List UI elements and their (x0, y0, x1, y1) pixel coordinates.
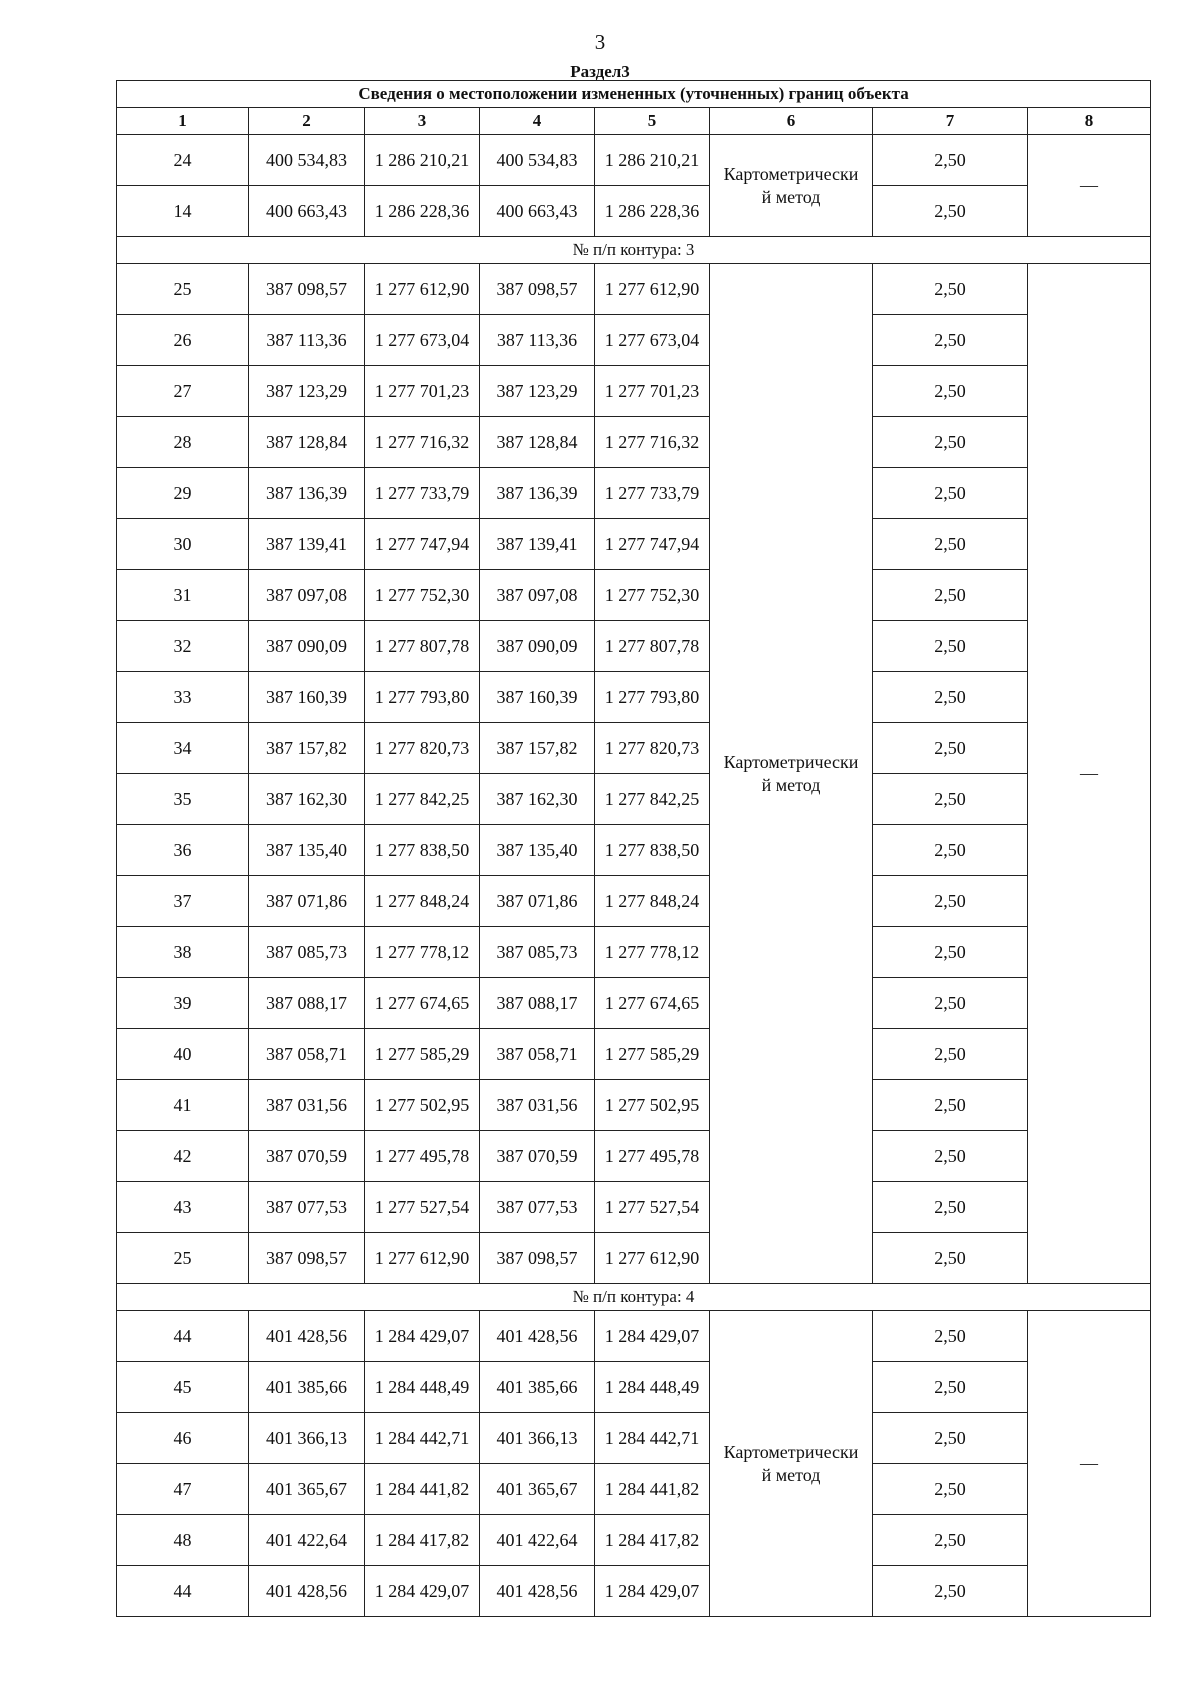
existing-x-cell: 387 058,71 (249, 1029, 365, 1080)
existing-x-cell: 387 070,59 (249, 1131, 365, 1182)
new-y-cell: 1 277 807,78 (595, 621, 710, 672)
new-x-cell: 387 113,36 (480, 315, 595, 366)
accuracy-cell: 2,50 (873, 774, 1028, 825)
column-number-header: 7 (873, 108, 1028, 135)
new-y-cell: 1 277 502,95 (595, 1080, 710, 1131)
new-x-cell: 401 428,56 (480, 1566, 595, 1617)
existing-x-cell: 401 366,13 (249, 1413, 365, 1464)
table-row (117, 1233, 1151, 1284)
existing-y-cell: 1 277 585,29 (365, 1029, 480, 1080)
existing-y-cell: 1 277 842,25 (365, 774, 480, 825)
method-line-2: й метод (761, 186, 821, 207)
column-number-header: 4 (480, 108, 595, 135)
table-body (117, 135, 1151, 1617)
table-row (117, 876, 1151, 927)
accuracy-cell: 2,50 (873, 1131, 1028, 1182)
new-x-cell: 387 070,59 (480, 1131, 595, 1182)
accuracy-cell: 2,50 (873, 621, 1028, 672)
existing-x-cell: 387 085,73 (249, 927, 365, 978)
table-row (117, 1362, 1151, 1413)
accuracy-cell: 2,50 (873, 1182, 1028, 1233)
existing-x-cell: 387 162,30 (249, 774, 365, 825)
existing-x-cell: 387 088,17 (249, 978, 365, 1029)
accuracy-cell: 2,50 (873, 264, 1028, 315)
new-x-cell: 387 157,82 (480, 723, 595, 774)
point-number-cell: 45 (117, 1362, 249, 1413)
new-y-cell: 1 284 417,82 (595, 1515, 710, 1566)
existing-y-cell: 1 277 778,12 (365, 927, 480, 978)
existing-y-cell: 1 277 716,32 (365, 417, 480, 468)
point-number-cell: 33 (117, 672, 249, 723)
point-number-cell: 29 (117, 468, 249, 519)
table-row (117, 1029, 1151, 1080)
new-y-cell: 1 277 527,54 (595, 1182, 710, 1233)
table-row (117, 570, 1151, 621)
method-cell (710, 135, 873, 237)
new-y-cell: 1 277 612,90 (595, 1233, 710, 1284)
existing-x-cell: 387 160,39 (249, 672, 365, 723)
new-y-cell: 1 277 612,90 (595, 264, 710, 315)
accuracy-cell: 2,50 (873, 1362, 1028, 1413)
accuracy-cell: 2,50 (873, 978, 1028, 1029)
point-number-cell: 35 (117, 774, 249, 825)
table-row (117, 621, 1151, 672)
accuracy-cell: 2,50 (873, 570, 1028, 621)
existing-x-cell: 387 123,29 (249, 366, 365, 417)
accuracy-cell: 2,50 (873, 1515, 1028, 1566)
existing-x-cell: 387 139,41 (249, 519, 365, 570)
method-line-1: Картометрически (723, 163, 859, 184)
table-row (117, 135, 1151, 186)
point-number-cell: 36 (117, 825, 249, 876)
existing-x-cell: 401 385,66 (249, 1362, 365, 1413)
method-cell (710, 264, 873, 1284)
new-y-cell: 1 277 495,78 (595, 1131, 710, 1182)
page-number: 3 (594, 30, 606, 54)
method-line-1: Картометрически (723, 1441, 859, 1462)
point-number-cell: 34 (117, 723, 249, 774)
new-y-cell: 1 284 442,71 (595, 1413, 710, 1464)
column-number-header: 5 (595, 108, 710, 135)
method-line-1: Картометрически (723, 751, 859, 772)
accuracy-cell: 2,50 (873, 135, 1028, 186)
new-x-cell: 400 534,83 (480, 135, 595, 186)
point-number-cell: 47 (117, 1464, 249, 1515)
existing-y-cell: 1 277 848,24 (365, 876, 480, 927)
table-row (117, 366, 1151, 417)
accuracy-cell: 2,50 (873, 1029, 1028, 1080)
existing-x-cell: 387 157,82 (249, 723, 365, 774)
new-y-cell: 1 284 448,49 (595, 1362, 710, 1413)
existing-x-cell: 387 098,57 (249, 1233, 365, 1284)
new-x-cell: 387 088,17 (480, 978, 595, 1029)
new-y-cell: 1 277 752,30 (595, 570, 710, 621)
existing-y-cell: 1 277 673,04 (365, 315, 480, 366)
point-number-cell: 37 (117, 876, 249, 927)
table-row (117, 774, 1151, 825)
method-line-2: й метод (761, 774, 821, 795)
new-y-cell: 1 277 838,50 (595, 825, 710, 876)
table-row (117, 417, 1151, 468)
column-number-header: 3 (365, 108, 480, 135)
point-number-cell: 40 (117, 1029, 249, 1080)
new-x-cell: 401 428,56 (480, 1311, 595, 1362)
note-cell: — (1028, 264, 1151, 1284)
table-row (117, 825, 1151, 876)
table-row (117, 1566, 1151, 1617)
column-number-header: 2 (249, 108, 365, 135)
contour-label: № п/п контура: 4 (117, 1284, 1151, 1311)
existing-x-cell: 400 663,43 (249, 186, 365, 237)
new-x-cell: 387 098,57 (480, 1233, 595, 1284)
new-y-cell: 1 277 747,94 (595, 519, 710, 570)
new-x-cell: 401 366,13 (480, 1413, 595, 1464)
new-y-cell: 1 286 210,21 (595, 135, 710, 186)
point-number-cell: 44 (117, 1566, 249, 1617)
new-y-cell: 1 277 848,24 (595, 876, 710, 927)
table-row (117, 315, 1151, 366)
new-x-cell: 387 160,39 (480, 672, 595, 723)
existing-y-cell: 1 284 417,82 (365, 1515, 480, 1566)
new-y-cell: 1 277 733,79 (595, 468, 710, 519)
existing-x-cell: 387 113,36 (249, 315, 365, 366)
column-number-header: 6 (710, 108, 873, 135)
new-y-cell: 1 277 716,32 (595, 417, 710, 468)
accuracy-cell: 2,50 (873, 315, 1028, 366)
new-x-cell: 400 663,43 (480, 186, 595, 237)
table-row (117, 978, 1151, 1029)
existing-y-cell: 1 277 527,54 (365, 1182, 480, 1233)
new-y-cell: 1 277 674,65 (595, 978, 710, 1029)
point-number-cell: 32 (117, 621, 249, 672)
existing-x-cell: 387 135,40 (249, 825, 365, 876)
existing-y-cell: 1 277 747,94 (365, 519, 480, 570)
boundary-coordinates-table (116, 80, 1151, 1617)
method-line-2: й метод (761, 1464, 821, 1485)
point-number-cell: 27 (117, 366, 249, 417)
new-x-cell: 401 365,67 (480, 1464, 595, 1515)
existing-y-cell: 1 277 793,80 (365, 672, 480, 723)
accuracy-cell: 2,50 (873, 1233, 1028, 1284)
accuracy-cell: 2,50 (873, 876, 1028, 927)
column-number-row (117, 108, 1151, 135)
contour-row (117, 237, 1151, 264)
accuracy-cell: 2,50 (873, 1080, 1028, 1131)
existing-x-cell: 387 128,84 (249, 417, 365, 468)
existing-y-cell: 1 277 495,78 (365, 1131, 480, 1182)
accuracy-cell: 2,50 (873, 1311, 1028, 1362)
new-y-cell: 1 284 429,07 (595, 1311, 710, 1362)
point-number-cell: 43 (117, 1182, 249, 1233)
new-y-cell: 1 284 429,07 (595, 1566, 710, 1617)
point-number-cell: 30 (117, 519, 249, 570)
existing-y-cell: 1 284 448,49 (365, 1362, 480, 1413)
accuracy-cell: 2,50 (873, 519, 1028, 570)
existing-x-cell: 387 071,86 (249, 876, 365, 927)
new-x-cell: 387 139,41 (480, 519, 595, 570)
existing-y-cell: 1 277 612,90 (365, 1233, 480, 1284)
accuracy-cell: 2,50 (873, 1566, 1028, 1617)
accuracy-cell: 2,50 (873, 723, 1028, 774)
new-x-cell: 401 422,64 (480, 1515, 595, 1566)
table-row (117, 927, 1151, 978)
new-x-cell: 387 128,84 (480, 417, 595, 468)
new-y-cell: 1 277 793,80 (595, 672, 710, 723)
new-x-cell: 387 136,39 (480, 468, 595, 519)
point-number-cell: 41 (117, 1080, 249, 1131)
new-y-cell: 1 284 441,82 (595, 1464, 710, 1515)
existing-y-cell: 1 277 674,65 (365, 978, 480, 1029)
accuracy-cell: 2,50 (873, 417, 1028, 468)
existing-y-cell: 1 284 442,71 (365, 1413, 480, 1464)
accuracy-cell: 2,50 (873, 366, 1028, 417)
table-row (117, 1311, 1151, 1362)
point-number-cell: 42 (117, 1131, 249, 1182)
existing-y-cell: 1 277 807,78 (365, 621, 480, 672)
new-y-cell: 1 277 701,23 (595, 366, 710, 417)
table-row (117, 1464, 1151, 1515)
existing-y-cell: 1 284 441,82 (365, 1464, 480, 1515)
existing-y-cell: 1 284 429,07 (365, 1311, 480, 1362)
table-row (117, 1182, 1151, 1233)
table-caption: Сведения о местоположении измененных (уточненных) границ объекта (117, 81, 1151, 108)
existing-x-cell: 387 031,56 (249, 1080, 365, 1131)
method-cell (710, 1311, 873, 1617)
new-x-cell: 387 097,08 (480, 570, 595, 621)
contour-row (117, 1284, 1151, 1311)
new-y-cell: 1 277 778,12 (595, 927, 710, 978)
existing-y-cell: 1 277 752,30 (365, 570, 480, 621)
existing-y-cell: 1 277 820,73 (365, 723, 480, 774)
point-number-cell: 44 (117, 1311, 249, 1362)
existing-x-cell: 387 090,09 (249, 621, 365, 672)
table-row (117, 723, 1151, 774)
note-cell: — (1028, 1311, 1151, 1617)
table-row (117, 519, 1151, 570)
accuracy-cell: 2,50 (873, 468, 1028, 519)
point-number-cell: 38 (117, 927, 249, 978)
existing-y-cell: 1 277 838,50 (365, 825, 480, 876)
new-x-cell: 387 090,09 (480, 621, 595, 672)
existing-x-cell: 401 422,64 (249, 1515, 365, 1566)
point-number-cell: 26 (117, 315, 249, 366)
table-row (117, 1080, 1151, 1131)
point-number-cell: 14 (117, 186, 249, 237)
existing-y-cell: 1 277 733,79 (365, 468, 480, 519)
new-x-cell: 387 031,56 (480, 1080, 595, 1131)
existing-y-cell: 1 277 612,90 (365, 264, 480, 315)
existing-x-cell: 400 534,83 (249, 135, 365, 186)
section-title: Раздел3 (570, 62, 630, 81)
new-x-cell: 387 098,57 (480, 264, 595, 315)
new-x-cell: 387 071,86 (480, 876, 595, 927)
new-x-cell: 387 058,71 (480, 1029, 595, 1080)
point-number-cell: 39 (117, 978, 249, 1029)
new-x-cell: 387 123,29 (480, 366, 595, 417)
point-number-cell: 28 (117, 417, 249, 468)
table-row (117, 186, 1151, 237)
existing-y-cell: 1 286 228,36 (365, 186, 480, 237)
column-number-header: 1 (117, 108, 249, 135)
table-row (117, 468, 1151, 519)
table-row (117, 264, 1151, 315)
new-x-cell: 387 135,40 (480, 825, 595, 876)
existing-x-cell: 387 077,53 (249, 1182, 365, 1233)
new-x-cell: 401 385,66 (480, 1362, 595, 1413)
new-y-cell: 1 277 585,29 (595, 1029, 710, 1080)
existing-y-cell: 1 284 429,07 (365, 1566, 480, 1617)
new-x-cell: 387 077,53 (480, 1182, 595, 1233)
existing-y-cell: 1 277 502,95 (365, 1080, 480, 1131)
table-row (117, 1515, 1151, 1566)
existing-x-cell: 401 428,56 (249, 1311, 365, 1362)
accuracy-cell: 2,50 (873, 927, 1028, 978)
accuracy-cell: 2,50 (873, 825, 1028, 876)
new-y-cell: 1 277 820,73 (595, 723, 710, 774)
contour-label: № п/п контура: 3 (117, 237, 1151, 264)
existing-x-cell: 401 428,56 (249, 1566, 365, 1617)
existing-y-cell: 1 277 701,23 (365, 366, 480, 417)
table-row (117, 1413, 1151, 1464)
new-y-cell: 1 286 228,36 (595, 186, 710, 237)
new-y-cell: 1 277 842,25 (595, 774, 710, 825)
column-number-header: 8 (1028, 108, 1151, 135)
existing-x-cell: 387 098,57 (249, 264, 365, 315)
point-number-cell: 25 (117, 1233, 249, 1284)
point-number-cell: 24 (117, 135, 249, 186)
existing-y-cell: 1 286 210,21 (365, 135, 480, 186)
existing-x-cell: 387 097,08 (249, 570, 365, 621)
accuracy-cell: 2,50 (873, 672, 1028, 723)
table-row (117, 672, 1151, 723)
accuracy-cell: 2,50 (873, 1413, 1028, 1464)
accuracy-cell: 2,50 (873, 1464, 1028, 1515)
existing-x-cell: 401 365,67 (249, 1464, 365, 1515)
point-number-cell: 31 (117, 570, 249, 621)
point-number-cell: 46 (117, 1413, 249, 1464)
new-x-cell: 387 162,30 (480, 774, 595, 825)
new-x-cell: 387 085,73 (480, 927, 595, 978)
point-number-cell: 48 (117, 1515, 249, 1566)
accuracy-cell: 2,50 (873, 186, 1028, 237)
new-y-cell: 1 277 673,04 (595, 315, 710, 366)
table-row (117, 1131, 1151, 1182)
note-cell: — (1028, 135, 1151, 237)
point-number-cell: 25 (117, 264, 249, 315)
existing-x-cell: 387 136,39 (249, 468, 365, 519)
